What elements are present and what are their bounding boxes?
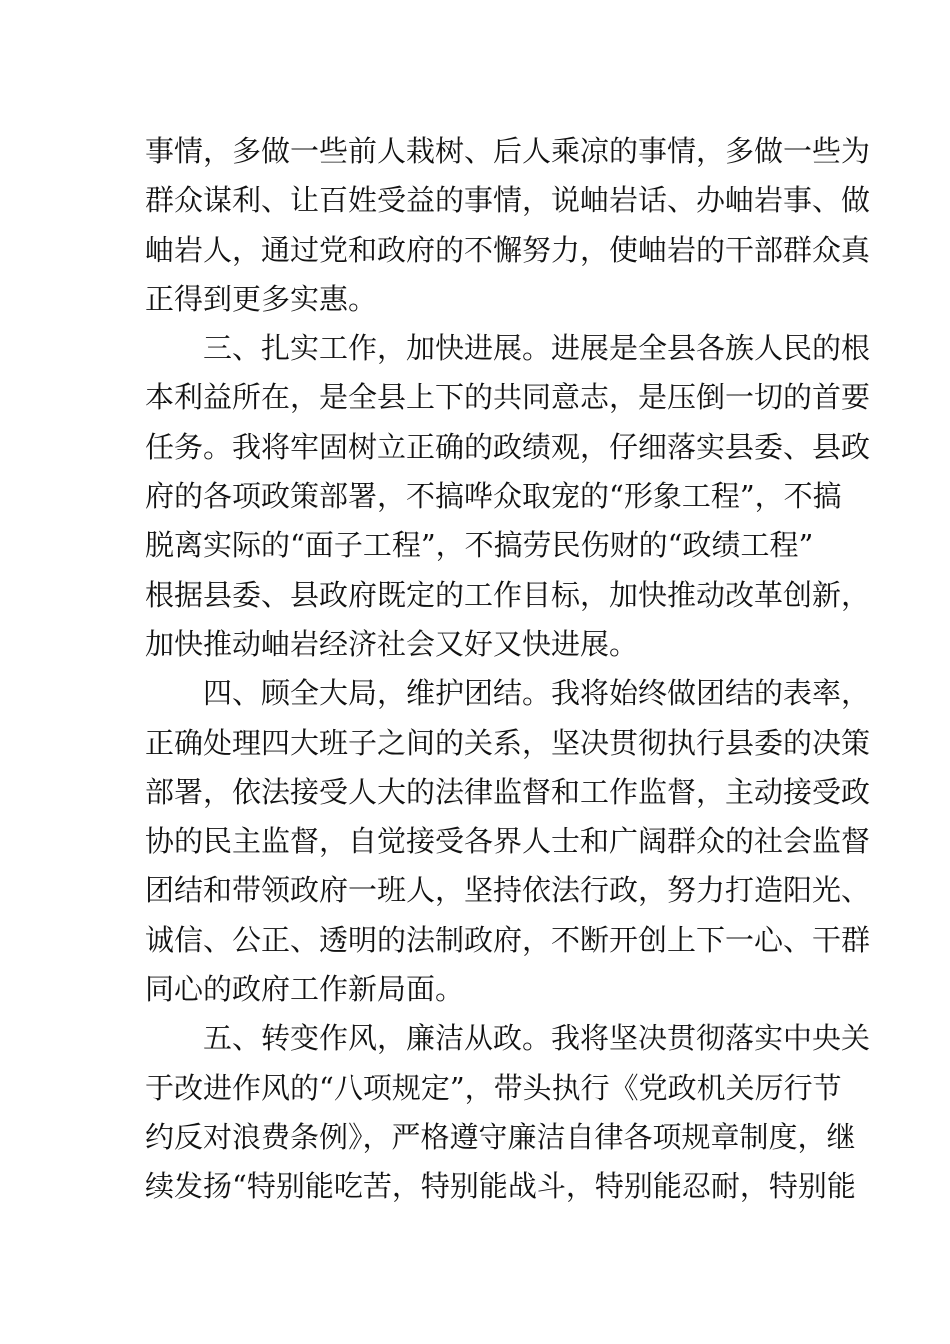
text-line: 根据县委、县政府既定的工作目标，加快推动改革创新， bbox=[145, 577, 871, 612]
text-line: 正得到更多实惠。 bbox=[145, 281, 378, 316]
text-line: 三、扎实工作，加快进展。进展是全县各族人民的根 bbox=[145, 331, 871, 366]
text-line: 事情，多做一些前人栽树、后人乘凉的事情，多做一些为 bbox=[145, 134, 871, 168]
text-line: 于改进作风的“八项规定”，带头执行《党政机关厉行节 bbox=[145, 1070, 842, 1105]
text-line: 加快推动岫岩经济社会又好又快进展。 bbox=[145, 626, 639, 661]
text-line: 任务。我将牢固树立正确的政绩观，仔细落实县委、县政 bbox=[145, 429, 871, 464]
text-line: 五、转变作风，廉洁从政。我将坚决贯彻落实中央关 bbox=[145, 1021, 871, 1056]
text-line: 续发扬“特别能吃苦，特别能战斗，特别能忍耐，特别能 bbox=[145, 1169, 856, 1204]
text-line: 脱离实际的“面子工程”，不搞劳民伤财的“政绩工程” bbox=[145, 528, 814, 563]
text-line: 约反对浪费条例》，严格遵守廉洁自律各项规章制度，继 bbox=[145, 1119, 856, 1154]
text-line: 团结和带领政府一班人，坚持依法行政，努力打造阳光、 bbox=[145, 873, 871, 908]
text-line: 群众谋利、让百姓受益的事情，说岫岩话、办岫岩事、做 bbox=[145, 183, 871, 218]
text-line: 诚信、公正、透明的法制政府，不断开创上下一心、干群 bbox=[145, 922, 871, 957]
body-text bbox=[145, 127, 871, 1212]
text-line: 同心的政府工作新局面。 bbox=[145, 972, 465, 1007]
text-line: 部署，依法接受人大的法律监督和工作监督，主动接受政 bbox=[145, 774, 871, 809]
text-line: 正确处理四大班子之间的关系，坚决贯彻执行县委的决策 bbox=[145, 725, 871, 760]
text-line: 本利益所在，是全县上下的共同意志，是压倒一切的首要 bbox=[145, 380, 871, 415]
text-line: 府的各项政策部署，不搞哗众取宠的“形象工程”，不搞 bbox=[145, 479, 842, 514]
text-line: 协的民主监督，自觉接受各界人士和广阔群众的社会监督 bbox=[145, 824, 871, 859]
text-line: 岫岩人，通过党和政府的不懈努力，使岫岩的干部群众真 bbox=[145, 232, 871, 267]
text-line: 四、顾全大局，维护团结。我将始终做团结的表率， bbox=[145, 676, 871, 711]
